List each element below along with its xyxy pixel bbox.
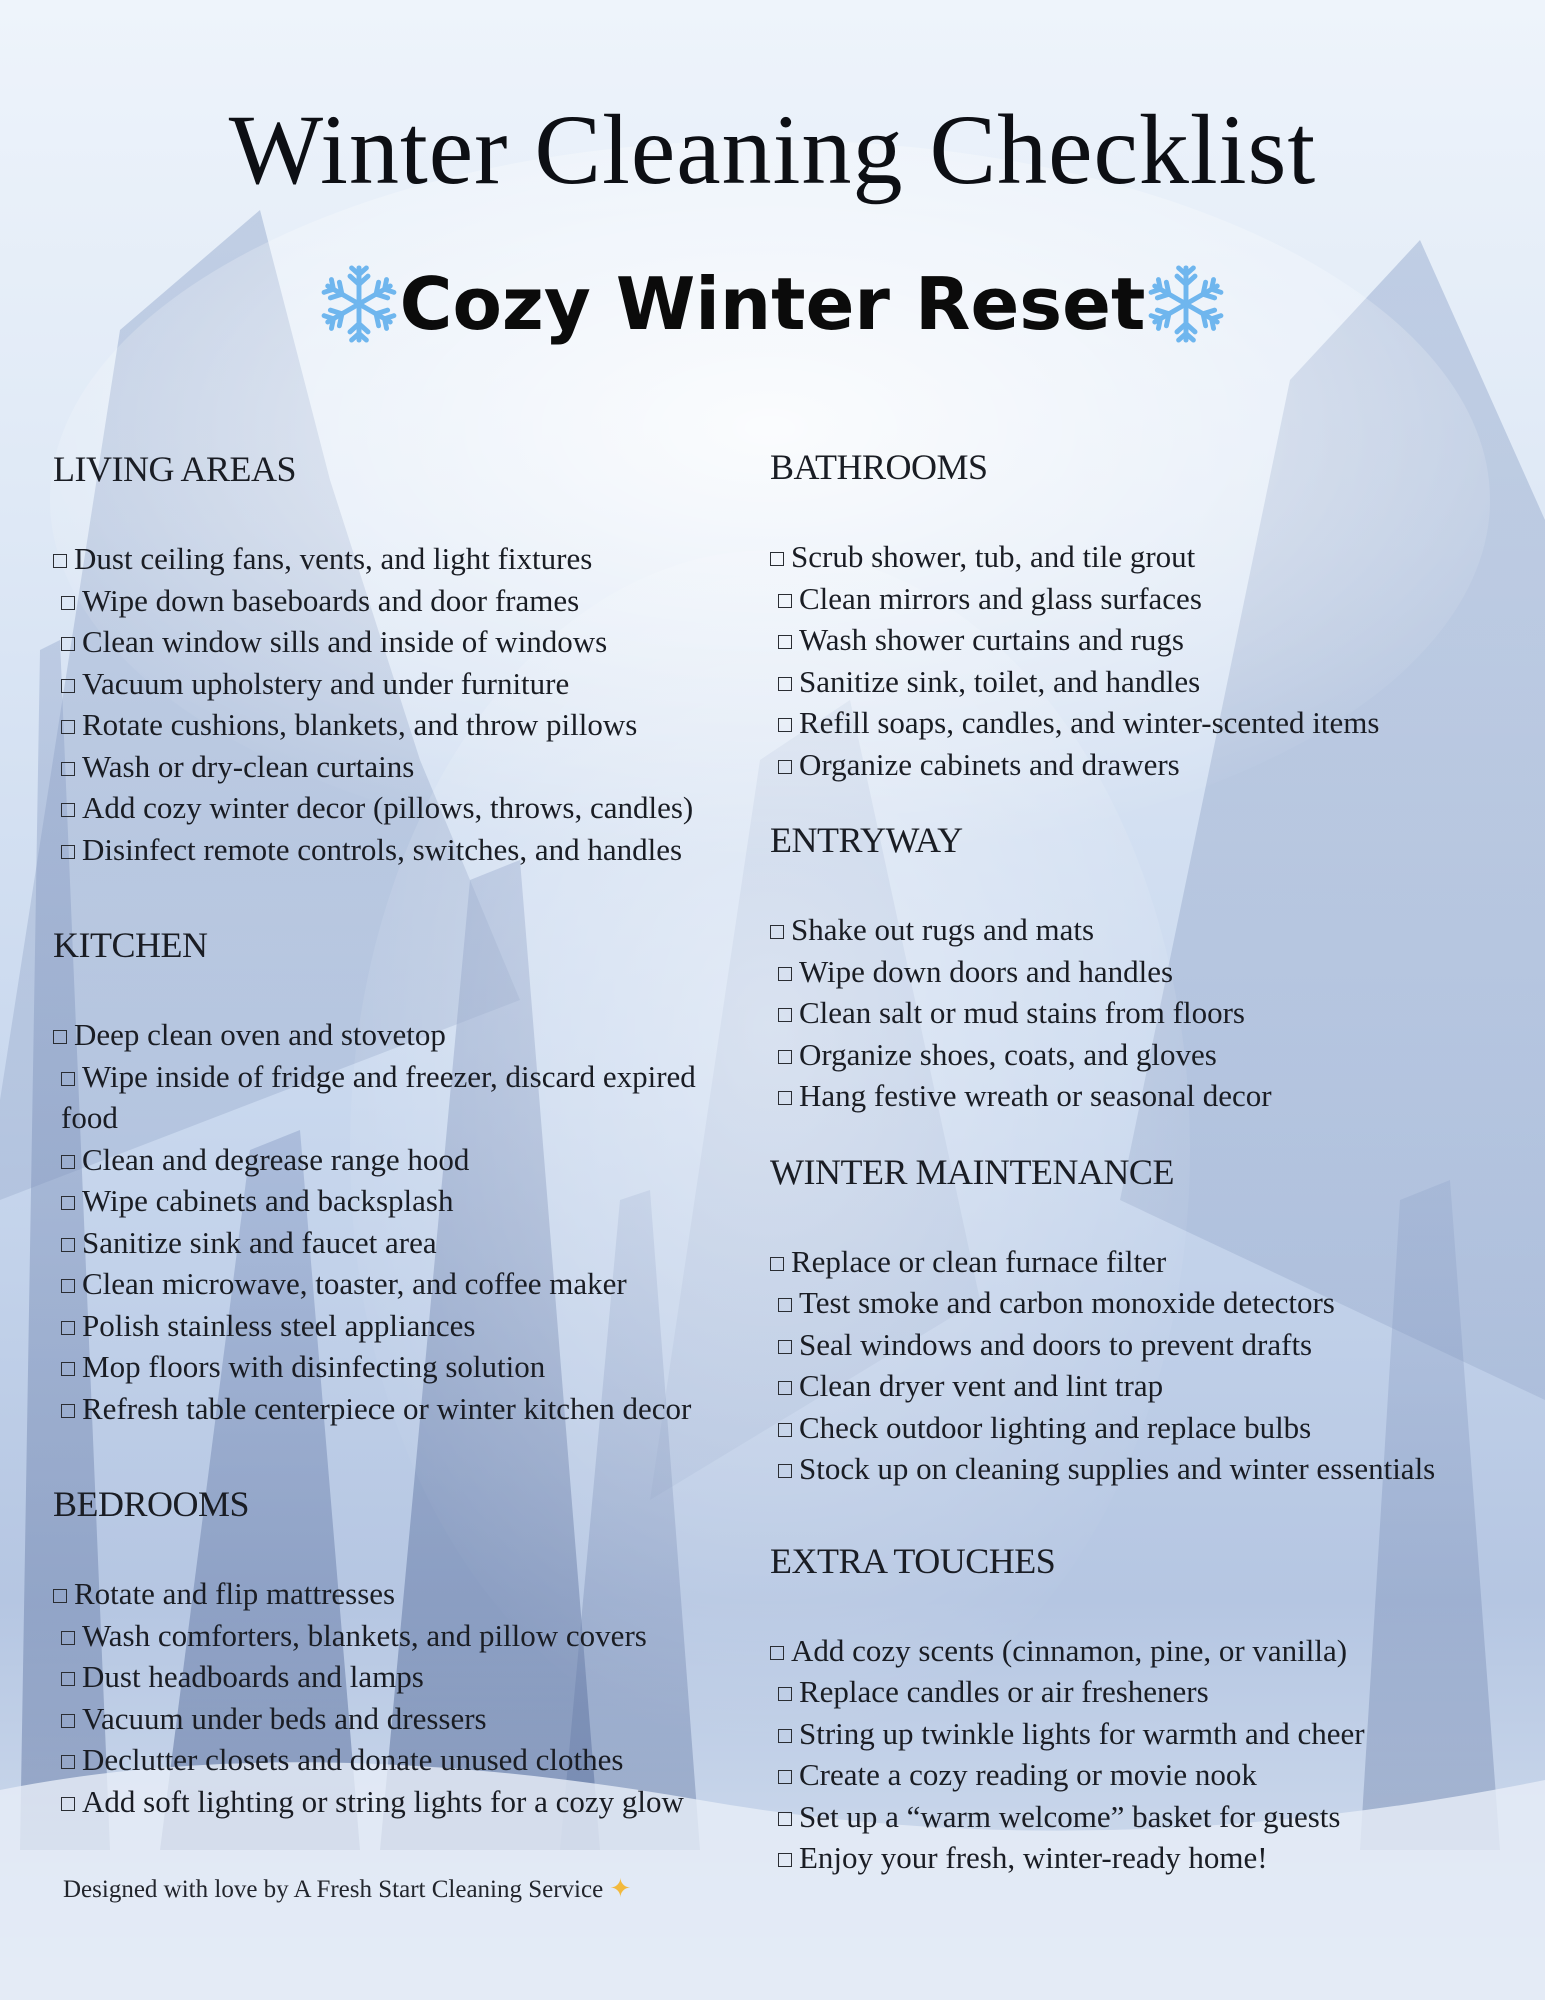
checkbox-icon[interactable] bbox=[61, 762, 75, 776]
checklist-item-label: Deep clean oven and stovetop bbox=[74, 1017, 446, 1052]
checklist-item-label: Refresh table centerpiece or winter kitchen decor bbox=[82, 1390, 692, 1426]
checkbox-icon[interactable] bbox=[61, 637, 75, 651]
checkbox-icon[interactable] bbox=[61, 1404, 75, 1418]
checkbox-icon[interactable] bbox=[61, 1797, 75, 1811]
checklist-item bbox=[770, 992, 1470, 1034]
subtitle bbox=[0, 262, 1545, 346]
checklist-item-label: Clean dryer vent and lint trap bbox=[799, 1368, 1164, 1403]
checklist-item-label: Wash shower curtains and rugs bbox=[799, 622, 1184, 657]
checkbox-icon[interactable] bbox=[770, 1257, 784, 1271]
checklist-item bbox=[53, 1656, 753, 1698]
checklist-item-label: Rotate and flip mattresses bbox=[74, 1576, 396, 1611]
checkbox-icon[interactable] bbox=[778, 1298, 792, 1312]
checklist-item-label: Clean window sills and inside of windows bbox=[82, 624, 608, 659]
checkbox-icon[interactable] bbox=[778, 1464, 792, 1478]
checklist-item bbox=[770, 1630, 1470, 1672]
checklist bbox=[53, 1573, 753, 1822]
checklist-item-label: Dust headboards and lamps bbox=[82, 1659, 424, 1694]
checklist-item bbox=[53, 1222, 753, 1264]
checklist-item-label: Replace or clean furnace filter bbox=[791, 1243, 1167, 1279]
checklist-item bbox=[770, 1671, 1470, 1713]
checklist-item bbox=[770, 1365, 1470, 1407]
checklist-item bbox=[53, 704, 753, 746]
checklist-item bbox=[53, 1781, 753, 1823]
checklist-item bbox=[53, 1139, 753, 1181]
subtitle-text: Cozy Winter Reset bbox=[399, 262, 1146, 346]
checklist-item-label: Clean and degrease range hood bbox=[82, 1141, 470, 1177]
checkbox-icon[interactable] bbox=[778, 635, 792, 649]
checklist-item bbox=[770, 619, 1470, 661]
checklist-item-label: Create a cozy reading or movie nook bbox=[799, 1757, 1257, 1792]
checklist-item bbox=[770, 536, 1470, 578]
checklist-item-label: Organize cabinets and drawers bbox=[799, 746, 1180, 782]
checklist-item bbox=[770, 1713, 1470, 1755]
checkbox-icon[interactable] bbox=[770, 552, 784, 566]
checklist-item-label: Wipe down baseboards and door frames bbox=[82, 582, 580, 618]
checklist-item bbox=[770, 1407, 1470, 1449]
checkbox-icon[interactable] bbox=[778, 594, 792, 608]
snowflake-icon bbox=[1145, 263, 1227, 345]
checklist-item bbox=[770, 1754, 1470, 1796]
footer-text: Designed with love by A Fresh Start Cleaning Service bbox=[63, 1876, 604, 1903]
checklist-item-label: Check outdoor lighting and replace bulbs bbox=[799, 1409, 1312, 1445]
section-heading: KITCHEN bbox=[53, 925, 208, 965]
checklist-item bbox=[770, 1075, 1470, 1117]
section-heading: EXTRA TOUCHES bbox=[770, 1540, 1056, 1581]
checkbox-icon[interactable] bbox=[53, 1589, 67, 1603]
checkbox-icon[interactable] bbox=[61, 1321, 75, 1335]
checklist-item bbox=[53, 663, 753, 705]
checklist-item bbox=[53, 621, 753, 663]
checklist-item bbox=[770, 1241, 1470, 1283]
checkbox-icon[interactable] bbox=[61, 1279, 75, 1293]
checklist-item bbox=[53, 829, 753, 871]
section-bathrooms bbox=[770, 446, 1470, 785]
section-heading: LIVING AREAS bbox=[53, 449, 296, 489]
section-extra-touches bbox=[770, 1540, 1470, 1879]
checklist-item-label: Organize shoes, coats, and gloves bbox=[799, 1036, 1217, 1072]
checkbox-icon[interactable] bbox=[61, 1072, 75, 1086]
checklist-item-label: Test smoke and carbon monoxide detectors bbox=[799, 1285, 1335, 1320]
checklist-item bbox=[53, 1305, 753, 1347]
checklist-item-label: Shake out rugs and mats bbox=[791, 912, 1095, 947]
checklist-item-label: Add cozy winter decor (pillows, throws, candles) bbox=[82, 790, 694, 825]
checklist bbox=[53, 538, 753, 870]
checklist bbox=[53, 1014, 753, 1429]
checkbox-icon[interactable] bbox=[778, 1381, 792, 1395]
checklist-item bbox=[53, 1056, 751, 1139]
checklist-item bbox=[53, 1014, 753, 1056]
checkbox-icon[interactable] bbox=[778, 677, 792, 691]
checklist-item bbox=[770, 1796, 1470, 1838]
section-living-areas bbox=[53, 448, 753, 870]
checkbox-icon[interactable] bbox=[778, 718, 792, 732]
checklist-item bbox=[53, 1388, 753, 1430]
checkbox-icon[interactable] bbox=[61, 1196, 75, 1210]
section-bedrooms bbox=[53, 1483, 753, 1822]
right-column bbox=[770, 446, 1470, 1879]
checklist-item bbox=[53, 787, 753, 829]
checkbox-icon[interactable] bbox=[778, 760, 792, 774]
checklist-item-label: String up twinkle lights for warmth and cheer bbox=[799, 1715, 1365, 1751]
checkbox-icon[interactable] bbox=[770, 925, 784, 939]
checkbox-icon[interactable] bbox=[61, 1672, 75, 1686]
checkbox-icon[interactable] bbox=[770, 1646, 784, 1660]
section-entryway bbox=[770, 819, 1470, 1117]
checklist-item bbox=[770, 1034, 1470, 1076]
checkbox-icon[interactable] bbox=[778, 1770, 792, 1784]
checklist-item-label: Disinfect remote controls, switches, and handles bbox=[82, 831, 683, 867]
checkbox-icon[interactable] bbox=[778, 1853, 792, 1867]
checklist-item bbox=[770, 1324, 1470, 1366]
checkbox-icon[interactable] bbox=[61, 803, 75, 817]
checkbox-icon[interactable] bbox=[778, 1340, 792, 1354]
checkbox-icon[interactable] bbox=[61, 596, 75, 610]
checkbox-icon[interactable] bbox=[61, 1362, 75, 1376]
checklist-item-label: Mop floors with disinfecting solution bbox=[82, 1349, 546, 1384]
checklist-item bbox=[53, 538, 753, 580]
checkbox-icon[interactable] bbox=[61, 845, 75, 859]
checkbox-icon[interactable] bbox=[61, 1714, 75, 1728]
checkbox-icon[interactable] bbox=[778, 1091, 792, 1105]
checkbox-icon[interactable] bbox=[778, 1729, 792, 1743]
left-column bbox=[53, 448, 753, 1822]
section-heading: BATHROOMS bbox=[770, 447, 988, 487]
snowflake-icon bbox=[318, 263, 400, 345]
checklist-item bbox=[53, 1346, 753, 1388]
checklist-item-label: Sanitize sink, toilet, and handles bbox=[799, 663, 1201, 699]
checklist-item bbox=[53, 1180, 753, 1222]
checklist-item bbox=[53, 1615, 753, 1657]
section-heading: BEDROOMS bbox=[53, 1484, 250, 1524]
checklist-item-label: Declutter closets and donate unused clothes bbox=[82, 1742, 624, 1777]
checkbox-icon[interactable] bbox=[778, 1008, 792, 1022]
section-heading: ENTRYWAY bbox=[770, 820, 963, 860]
checklist-item bbox=[53, 1698, 753, 1740]
checklist bbox=[770, 536, 1470, 785]
checklist-item bbox=[53, 580, 753, 622]
checklist bbox=[770, 1241, 1470, 1490]
checklist-item-label: Hang festive wreath or seasonal decor bbox=[799, 1078, 1272, 1113]
checklist-item-label: Stock up on cleaning supplies and winter essentials bbox=[799, 1451, 1436, 1486]
checkbox-icon[interactable] bbox=[61, 1155, 75, 1169]
checklist-item-label: Seal windows and doors to prevent drafts bbox=[799, 1326, 1313, 1362]
checklist bbox=[770, 909, 1470, 1117]
checklist-item-label: Wash comforters, blankets, and pillow covers bbox=[82, 1617, 647, 1653]
checkbox-icon[interactable] bbox=[61, 1238, 75, 1252]
checkbox-icon[interactable] bbox=[778, 1423, 792, 1437]
checklist-item bbox=[53, 1263, 753, 1305]
checklist-item-label: Set up a “warm welcome” basket for guests bbox=[799, 1798, 1341, 1834]
checklist-item bbox=[770, 909, 1470, 951]
page-title: Winter Cleaning Checklist bbox=[228, 94, 1317, 205]
checklist-item bbox=[53, 746, 753, 788]
checkbox-icon[interactable] bbox=[61, 1755, 75, 1769]
checklist-item bbox=[770, 702, 1470, 744]
checklist-item-label: Enjoy your fresh, winter-ready home! bbox=[799, 1840, 1268, 1875]
checkbox-icon[interactable] bbox=[61, 1631, 75, 1645]
checkbox-icon[interactable] bbox=[778, 1687, 792, 1701]
checklist-item bbox=[770, 661, 1470, 703]
checkbox-icon[interactable] bbox=[778, 967, 792, 981]
checklist-item-label: Scrub shower, tub, and tile grout bbox=[791, 539, 1196, 574]
checkbox-icon[interactable] bbox=[61, 720, 75, 734]
checklist-item-label: Clean mirrors and glass surfaces bbox=[799, 580, 1202, 616]
checklist-item-label: Polish stainless steel appliances bbox=[82, 1307, 476, 1343]
checklist-item-label: Vacuum under beds and dressers bbox=[82, 1700, 487, 1736]
checklist-item-label: Replace candles or air fresheners bbox=[799, 1674, 1209, 1709]
checklist-item-label: Add soft lighting or string lights for a cozy glow bbox=[82, 1783, 684, 1819]
section-kitchen bbox=[53, 924, 753, 1429]
checklist-item-label: Wipe down doors and handles bbox=[799, 953, 1174, 989]
footer bbox=[63, 1874, 631, 1904]
checklist-item bbox=[770, 1282, 1470, 1324]
checkbox-icon[interactable] bbox=[53, 1030, 67, 1044]
sparkle-icon: ✦ bbox=[609, 1874, 632, 1903]
checklist-item bbox=[770, 1837, 1470, 1879]
checklist-item-label: Dust ceiling fans, vents, and light fixtures bbox=[74, 541, 593, 576]
checklist-item-label: Add cozy scents (cinnamon, pine, or vanilla) bbox=[791, 1632, 1348, 1668]
checklist-item-label: Refill soaps, candles, and winter-scented items bbox=[799, 705, 1380, 740]
checklist-item bbox=[770, 578, 1470, 620]
checklist bbox=[770, 1630, 1470, 1879]
checklist-item-label: Sanitize sink and faucet area bbox=[82, 1224, 437, 1260]
checkbox-icon[interactable] bbox=[778, 1812, 792, 1826]
checklist-item-label: Rotate cushions, blankets, and throw pillows bbox=[82, 707, 638, 742]
section-winter-maintenance bbox=[770, 1151, 1470, 1490]
checklist-item bbox=[53, 1739, 753, 1781]
checklist-item bbox=[53, 1573, 753, 1615]
checkbox-icon[interactable] bbox=[778, 1050, 792, 1064]
checkbox-icon[interactable] bbox=[61, 679, 75, 693]
checklist-item-label: Wash or dry-clean curtains bbox=[82, 748, 415, 784]
checklist-item-label: Wipe inside of fridge and freezer, discard expired food bbox=[61, 1058, 696, 1135]
section-heading: WINTER MAINTENANCE bbox=[770, 1151, 1174, 1192]
checklist-item-label: Vacuum upholstery and under furniture bbox=[82, 665, 570, 701]
checklist-item-label: Clean microwave, toaster, and coffee maker bbox=[82, 1266, 627, 1301]
checklist-item bbox=[770, 744, 1470, 786]
checklist-item bbox=[770, 1448, 1470, 1490]
checklist-item-label: Clean salt or mud stains from floors bbox=[799, 995, 1245, 1030]
checklist-item-label: Wipe cabinets and backsplash bbox=[82, 1183, 454, 1218]
checklist-item bbox=[770, 951, 1470, 993]
checkbox-icon[interactable] bbox=[53, 554, 67, 568]
